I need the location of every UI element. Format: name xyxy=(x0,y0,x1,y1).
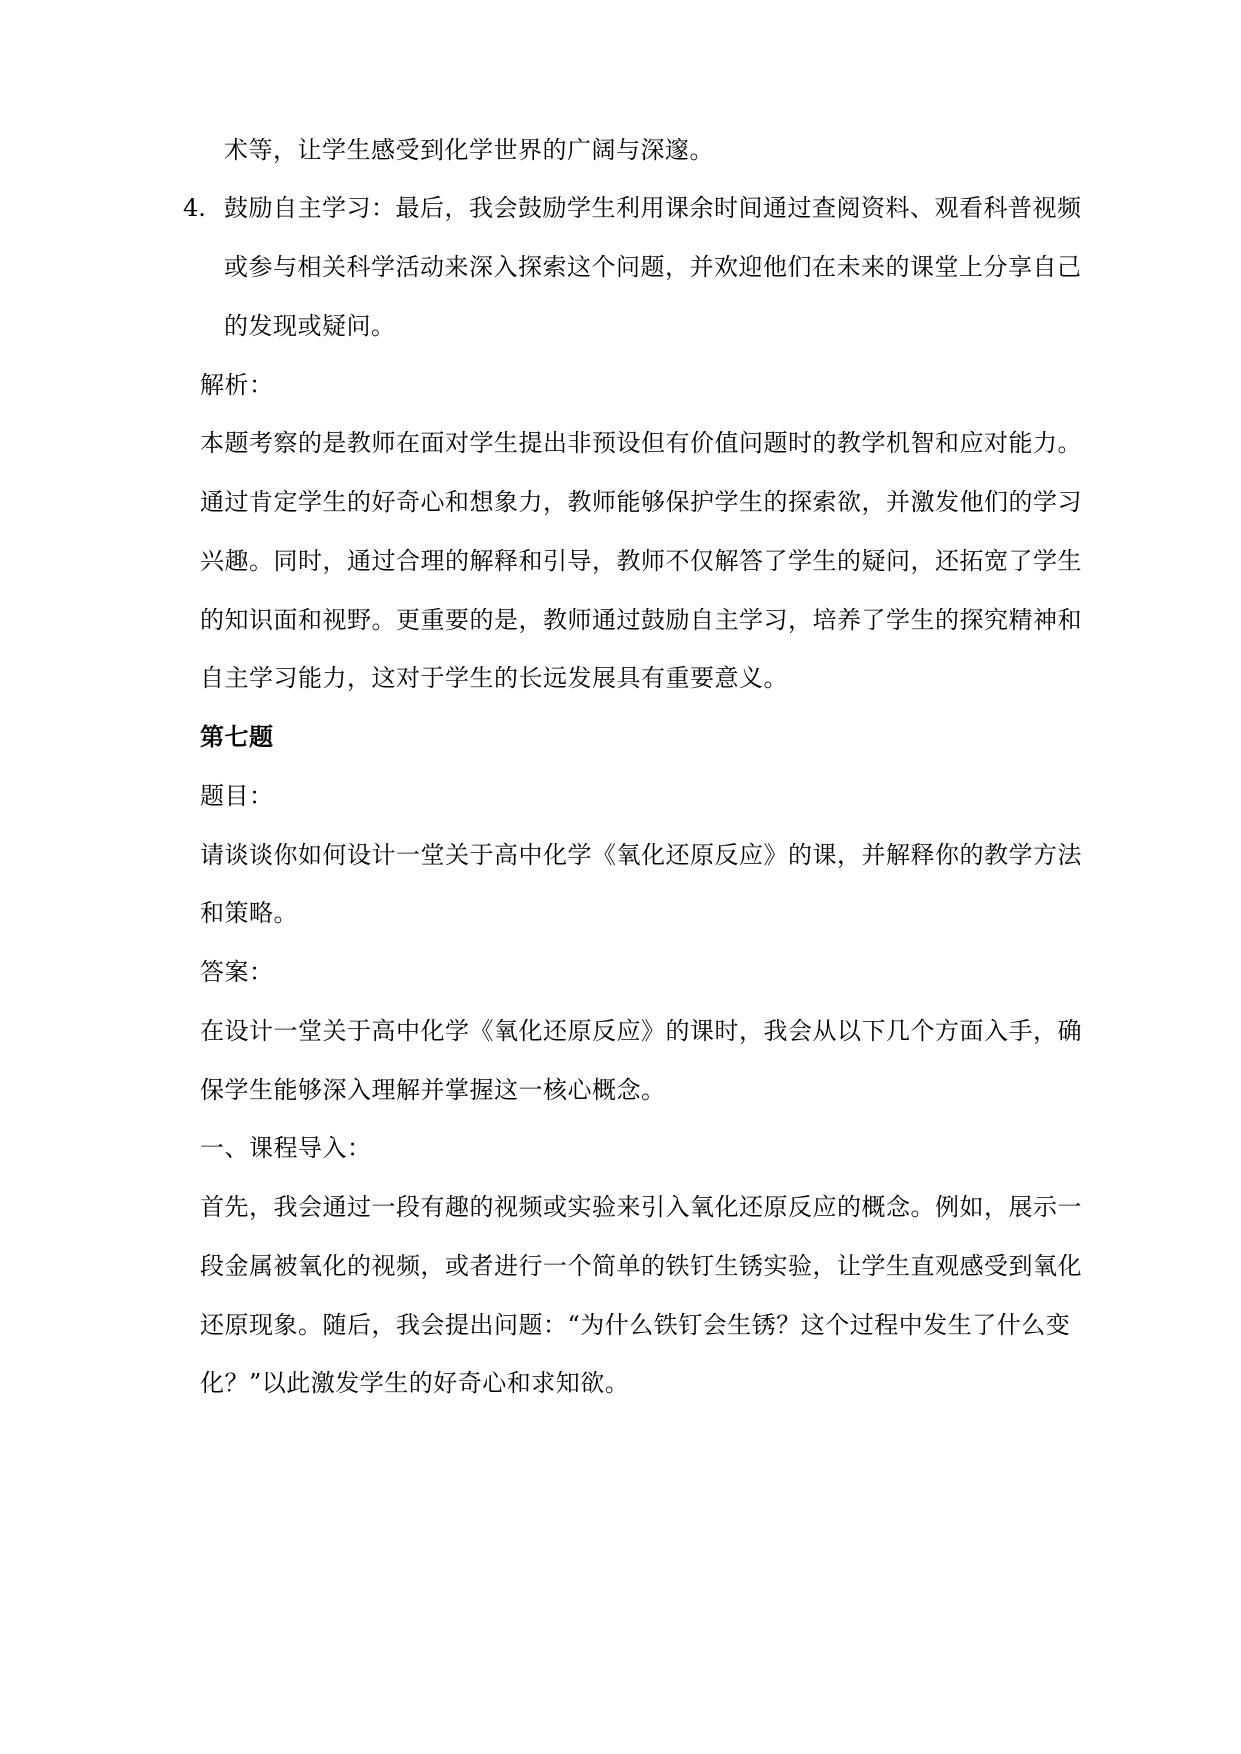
question-label: 题目： xyxy=(200,782,274,810)
answer-label: 答案： xyxy=(200,958,274,986)
part-line: 首先，我会通过一段有趣的视频或实验来引入氧化还原反应的概念。例如，展示一 xyxy=(200,1193,1082,1221)
analysis-label: 解析： xyxy=(200,371,274,399)
list-item-line: 鼓励自主学习：最后，我会鼓励学生利用课余时间通过查阅资料、观看科普视频 xyxy=(224,194,1082,222)
continuation-line: 术等，让学生感受到化学世界的广阔与深邃。 xyxy=(224,136,714,164)
part-heading: 一、课程导入： xyxy=(200,1134,372,1162)
question-line: 请谈谈你如何设计一堂关于高中化学《氧化还原反应》的课，并解释你的教学方法 xyxy=(200,841,1082,869)
question-line: 和策略。 xyxy=(200,899,298,927)
analysis-line: 自主学习能力，这对于学生的长远发展具有重要意义。 xyxy=(200,664,788,692)
part-line: 段金属被氧化的视频，或者进行一个简单的铁钉生锈实验，让学生直观感受到氧化 xyxy=(200,1252,1082,1280)
analysis-line: 本题考察的是教师在面对学生提出非预设但有价值问题时的教学机智和应对能力。 xyxy=(200,429,1082,457)
section-title: 第七题 xyxy=(200,722,274,751)
analysis-line: 的知识面和视野。更重要的是，教师通过鼓励自主学习，培养了学生的探究精神和 xyxy=(200,606,1082,634)
answer-line: 在设计一堂关于高中化学《氧化还原反应》的课时，我会从以下几个方面入手，确 xyxy=(200,1017,1082,1045)
part-line: 化？”以此激发学生的好奇心和求知欲。 xyxy=(200,1369,630,1397)
list-number: 4. xyxy=(183,194,206,222)
analysis-line: 通过肯定学生的好奇心和想象力，教师能够保护学生的探索欲，并激发他们的学习 xyxy=(200,488,1082,516)
list-item-line: 的发现或疑问。 xyxy=(224,312,396,340)
analysis-line: 兴趣。同时，通过合理的解释和引导，教师不仅解答了学生的疑问，还拓宽了学生 xyxy=(200,547,1082,575)
part-line: 还原现象。随后，我会提出问题：“为什么铁钉会生锈？这个过程中发生了什么变 xyxy=(200,1311,1071,1339)
list-item-line: 或参与相关科学活动来深入探索这个问题，并欢迎他们在未来的课堂上分享自己 xyxy=(224,253,1082,281)
answer-line: 保学生能够深入理解并掌握这一核心概念。 xyxy=(200,1076,666,1104)
